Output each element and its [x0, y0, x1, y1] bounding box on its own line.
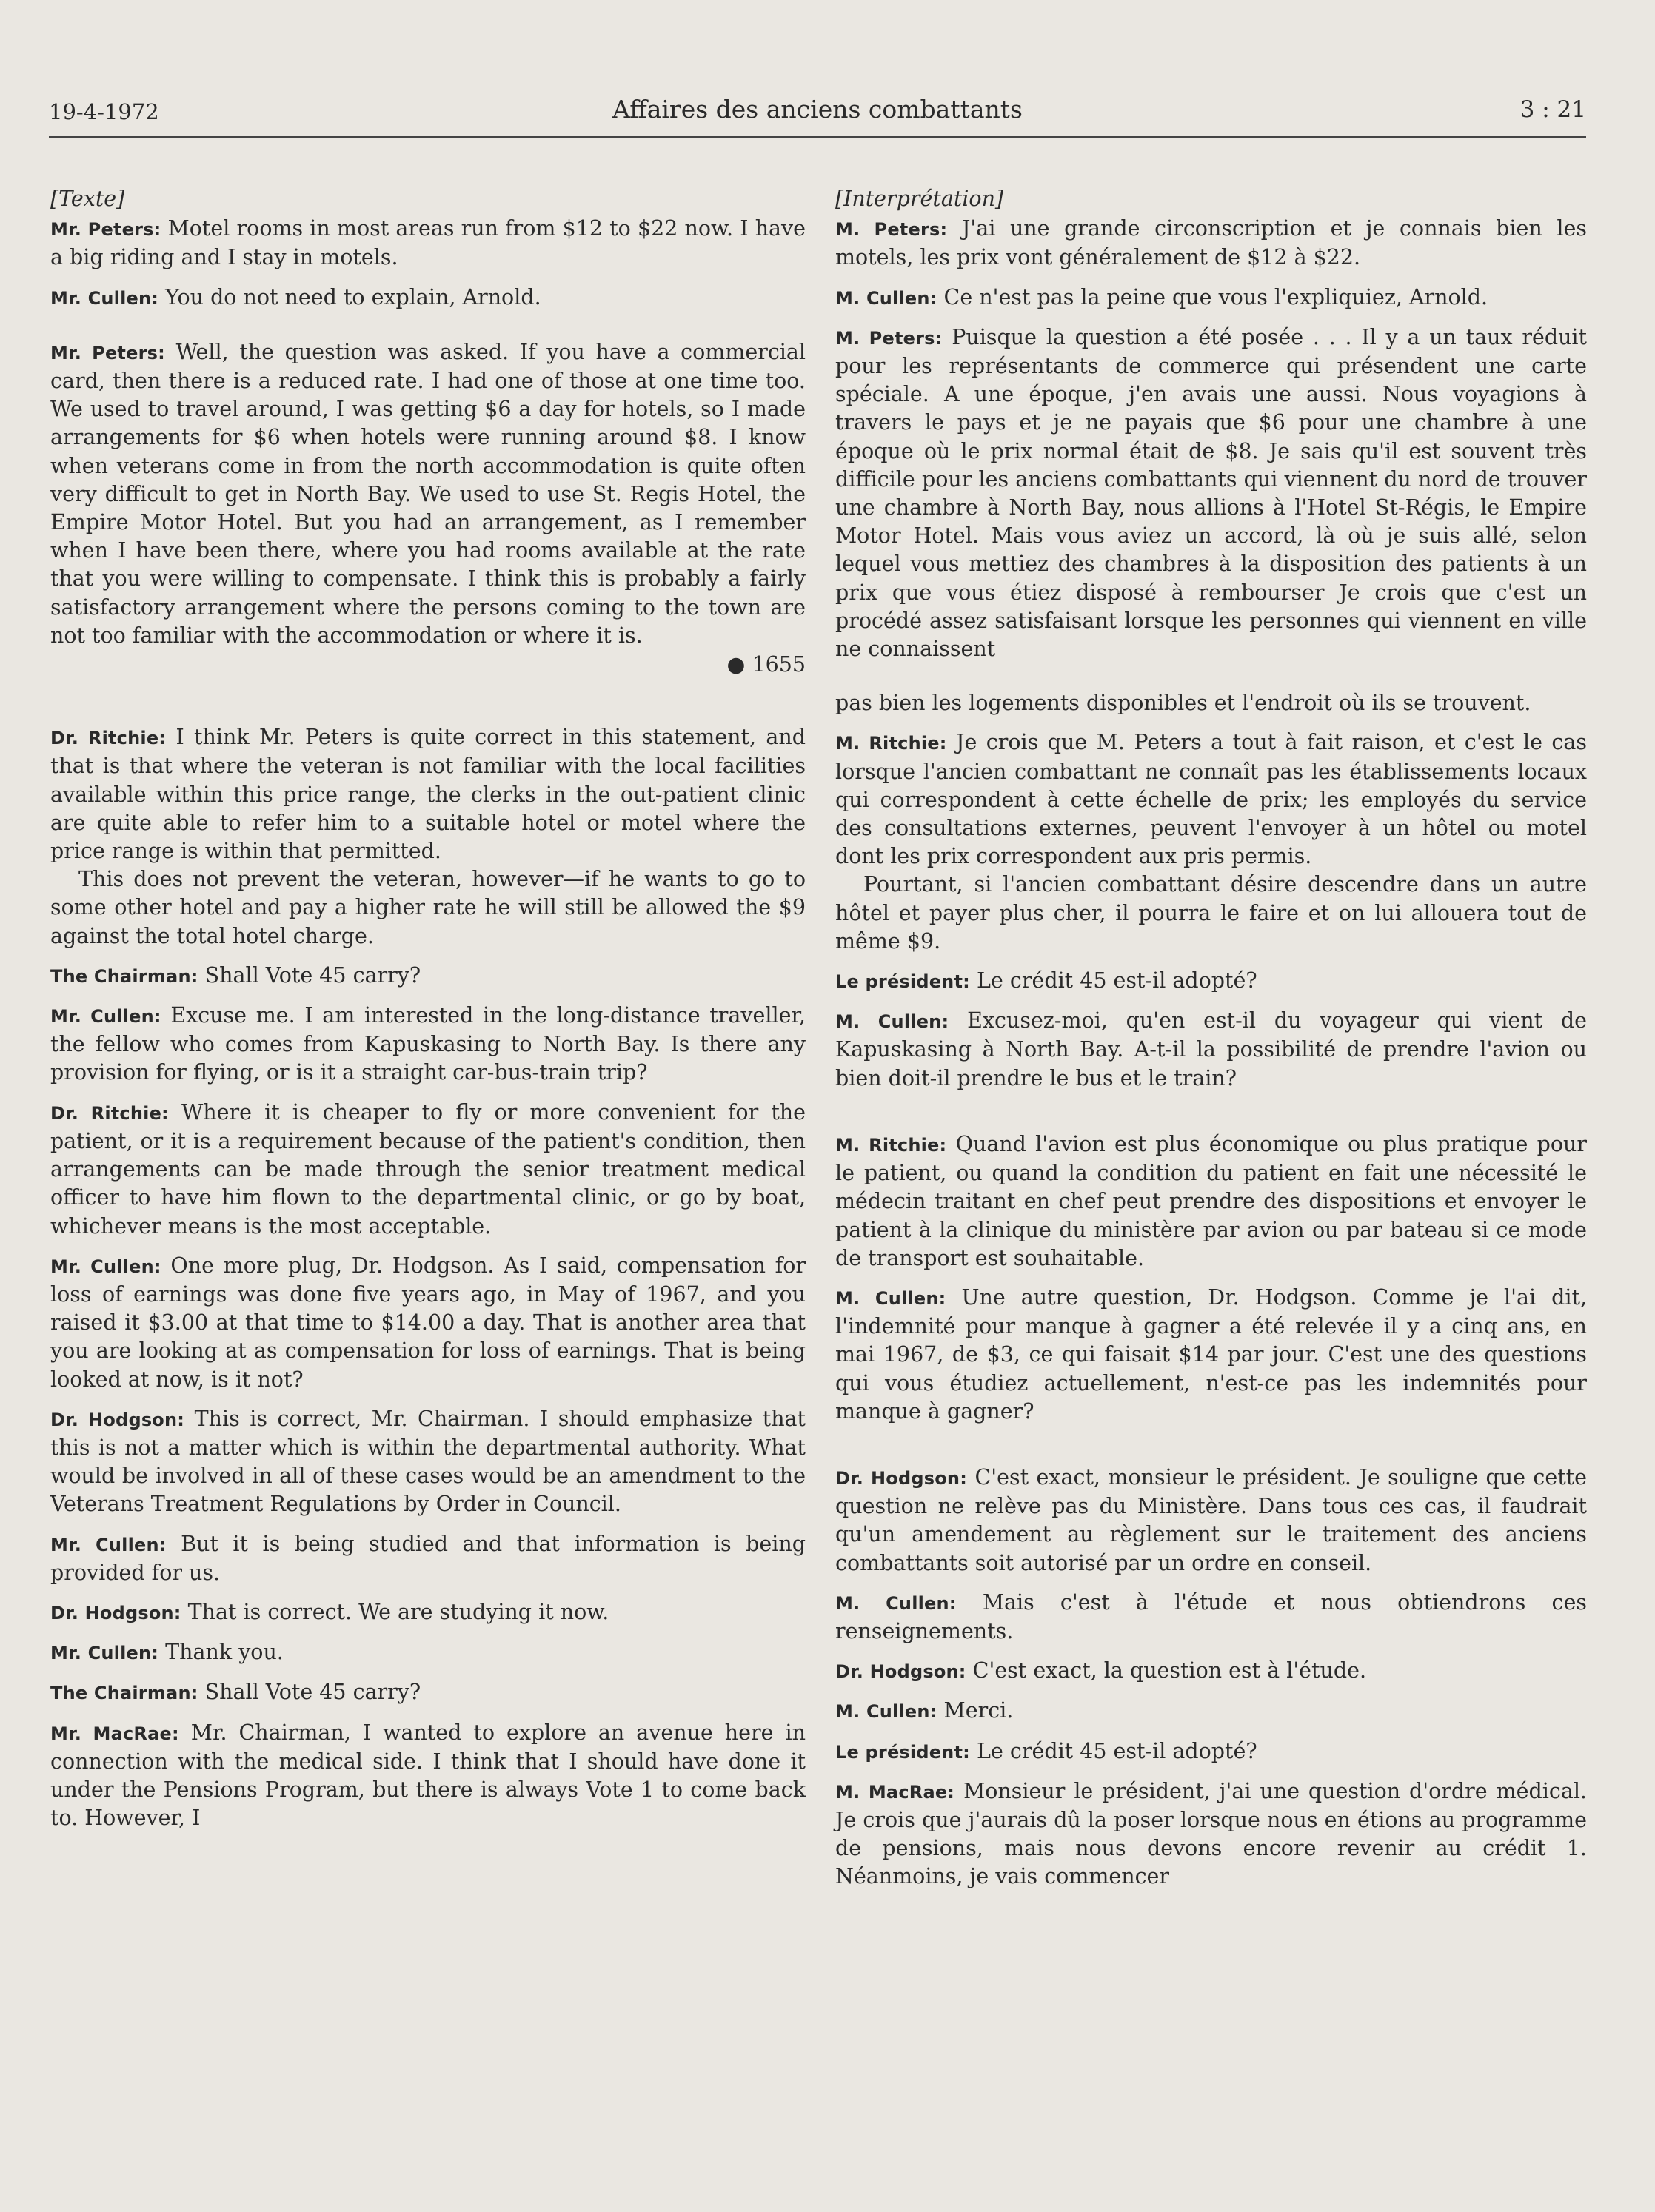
speech-paragraph [50, 1002, 806, 1087]
speaker-name: M. Ritchie: [835, 733, 947, 754]
speech-paragraph [835, 689, 1587, 717]
language-tag: [Interprétation] [835, 187, 1004, 211]
language-tag: [Texte] [50, 187, 125, 211]
speech-paragraph [835, 1697, 1587, 1726]
speech-text: Mr. Chairman, I wanted to explore an avenue here in connection with the medical side. I think that I should have done it under the Pensions Program, but there is always Vote 1 to come back to. However, I [50, 1720, 806, 1831]
speech-text: Une autre question, Dr. Hodgson. Comme je l'ai dit, l'indemnité pour manque à gagner a été relevée il y a cinq ans, en mai 1967, de $3, ce qui faisait $14 par jour. C'est une des questions qui vous étudiez actuellement, n'est-ce pas les indemnités pour manque à gagner? [835, 1284, 1588, 1424]
speech-paragraph [50, 865, 806, 951]
speech-paragraph [50, 1638, 806, 1667]
speech-text: Monsieur le président, j'ai une question d'ordre médical. Je crois que j'aurais dû la poser lorsque nous en étions au programme de pensions, mais nous devons encore revenir au crédit 1. Néanmoins, je vais commencer [835, 1778, 1587, 1889]
speaker-name: Mr. Peters: [50, 219, 161, 241]
speaker-name: M. Cullen: [835, 1011, 949, 1033]
speech-text: I think Mr. Peters is quite correct in this statement, and that is that where the veteran is not familiar with the local facilities available within this price range, the clerks in the out-patient clinic are quite able to refer him to a suitable hotel or motel where the price range is within that permitted. [50, 725, 806, 864]
speech-text: Excuse me. I am interested in the long-distance traveller, the fellow who comes from Kapuskasing to North Bay. Is there any provision for flying, or is it a straight car-bus-train trip? [50, 1003, 806, 1085]
speech-text: One more plug, Dr. Hodgson. As I said, compensation for loss of earnings was done five years ago, in May of 1967, and you raised it $3.00 at that time to $14.00 a day. That is another area that you are looking at as compensation for loss of earnings. That is being looked at now, is it not? [50, 1253, 806, 1392]
speech-text: Le crédit 45 est-il adopté? [977, 1738, 1257, 1763]
speech-paragraph [835, 215, 1587, 272]
speech-paragraph [835, 1589, 1587, 1646]
speech-text: Mais c'est à l'étude et nous obtiendrons ces renseignements. [835, 1589, 1588, 1643]
speech-text: Ce n'est pas la peine que vous l'expliquiez, Arnold. [943, 284, 1488, 309]
speech-text: That is correct. We are studying it now. [187, 1599, 609, 1624]
speech-text: J'ai une grande circonscription et je connais bien les motels, les prix vont généralement de $12 à $22. [835, 216, 1587, 270]
right-column-french [835, 185, 1587, 1903]
speaker-name: The Chairman: [50, 965, 198, 987]
speech-text: Le crédit 45 est-il adopté? [977, 968, 1257, 993]
speech-text: Je crois que M. Peters a tout à fait raison, et c'est le cas lorsque l'ancien combattant ne connaît pas les établissements locaux qui correspondent à cette échelle de prix; les employés du service des consultations externes, peuvent l'envoyer à un hôtel ou motel dont les prix correspondent aux pris permis. [835, 730, 1587, 869]
header-page-number: 3 : 21 [1519, 96, 1586, 123]
speech-paragraph [835, 1284, 1587, 1426]
speech-paragraph [50, 1099, 806, 1241]
speech-text: Thank you. [165, 1640, 284, 1665]
speech-text: Quand l'avion est plus économique ou plus pratique pour le patient, ou quand la condition du patient en fait une nécessité le médecin traitant en chef peut prendre des dispositions et envoyer le patient à la clinique du ministère par avion ou par bateau si ce mode de transport est souhaitable. [835, 1131, 1588, 1270]
speaker-name: M. Peters: [835, 219, 948, 241]
speaker-name: M. Peters: [835, 327, 943, 349]
speech-paragraph [50, 723, 806, 865]
speech-paragraph [835, 871, 1587, 956]
speech-text: Where it is cheaper to fly or more convenient for the patient, or it is a requirement because of the patient's condition, then arrangements can be made through the senior treatment medical officer to have him flown to the departmental clinic, or go by boat, whichever means is the most acceptable. [50, 1099, 806, 1239]
speech-paragraph [835, 1007, 1587, 1093]
speaker-name: Dr. Hodgson: [50, 1409, 185, 1430]
speaker-name: Mr. MacRae: [50, 1723, 179, 1744]
speaker-name: Mr. Cullen: [50, 1643, 159, 1664]
speech-paragraph [50, 1405, 806, 1519]
speech-paragraph [835, 1737, 1587, 1766]
speech-paragraph [50, 1252, 806, 1394]
speech-paragraph [835, 967, 1587, 996]
speech-paragraph [835, 728, 1587, 871]
speech-paragraph [50, 1598, 806, 1627]
speech-text: Puisque la question a été posée . . . Il y a un taux réduit pour les représentants de commerce qui présendent une carte spéciale. A une époque, j'en avais une aussi. Nous voyagions à travers le pays et je ne payais que $6 pour une chambre à une époque où le prix normal était de $8. Je sais qu'il est souvent très difficile pour les anciens combattants qui viennent du nord de trouver une chambre à North Bay, nous allions à l'Hotel St-Régis, le Empire Motor Hotel. Mais vous aviez un accord, là où je suis allé, selon lequel vous mettiez des chambres à la disposition des patients à un prix que vous étiez disposé à rembourser Je crois que c'est un procédé assez satisfaisant lorsque les personnes qui viennent en ville ne connaissent [835, 324, 1588, 662]
speaker-name: Le président: [835, 1741, 970, 1763]
speech-paragraph [50, 1719, 806, 1833]
speech-text: pas bien les logements disponibles et l'endroit où ils se trouvent. [835, 691, 1531, 716]
speech-paragraph [50, 1678, 806, 1707]
speech-text: Motel rooms in most areas run from $12 to $22 now. I have a big riding and I stay in motels. [50, 216, 806, 270]
speech-text: But it is being studied and that information is being provided for us. [50, 1531, 806, 1585]
speaker-name: Le président: [835, 971, 970, 993]
speech-text: This does not prevent the veteran, however—if he wants to go to some other hotel and pay a higher rate he will still be allowed the $9 against the total hotel charge. [50, 867, 806, 948]
speech-paragraph [50, 1530, 806, 1587]
speech-text: Shall Vote 45 carry? [204, 1680, 421, 1705]
page-header [49, 90, 1586, 138]
speaker-name: The Chairman: [50, 1683, 198, 1704]
speaker-name: Mr. Cullen: [50, 287, 159, 309]
speaker-name: M. Cullen: [835, 1701, 937, 1723]
speaker-name: M. Cullen: [835, 1592, 957, 1614]
speaker-name: Dr. Hodgson: [835, 1467, 968, 1489]
speaker-name: M. Cullen: [835, 287, 937, 309]
speech-text: Excusez-moi, qu'en est-il du voyageur qui vient de Kapuskasing à North Bay. A-t-il la possibilité de prendre l'avion ou bien doit-il prendre le bus et le train? [835, 1008, 1587, 1090]
speaker-name: Mr. Cullen: [50, 1006, 161, 1028]
speaker-name: M. Ritchie: [835, 1134, 947, 1156]
speech-text: You do not need to explain, Arnold. [165, 284, 541, 309]
speech-text: C'est exact, la question est à l'étude. [972, 1658, 1367, 1683]
speech-paragraph [835, 1130, 1587, 1273]
speaker-name: Mr. Cullen: [50, 1534, 167, 1555]
speech-text: Merci. [943, 1698, 1014, 1723]
speech-paragraph [835, 284, 1587, 312]
speech-text: Well, the question was asked. If you have a commercial card, then there is a reduced rate. I had one of those at one time too. We used to travel around, I was getting $6 a day for hotels, so I made arrangements for $6 when hotels were running around $8. I know when veterans come in from the north accommodation is quite often very difficult to get in North Bay. We used to use St. Regis Hotel, the Empire Motor Hotel. But you had an arrangement, as I remember when I have been there, where you had rooms available at the rate that you were willing to compensate. I think this is probably a fairly satisfactory arrangement where the persons coming to the town are not too familiar with the accommodation or where it is. [50, 339, 806, 648]
speaker-name: Dr. Hodgson: [50, 1602, 181, 1623]
speech-paragraph [50, 962, 806, 991]
speaker-name: M. MacRae: [835, 1781, 955, 1803]
speech-text: Shall Vote 45 carry? [204, 962, 421, 988]
speech-paragraph [50, 284, 806, 312]
header-date: 19-4-1972 [49, 99, 159, 124]
speech-paragraph [835, 324, 1587, 663]
speaker-name: Mr. Cullen: [50, 1256, 161, 1277]
speech-text: C'est exact, monsieur le président. Je souligne que cette question ne relève pas du Ministère. Dans tous ces cas, il faudrait qu'un amendement au règlement sur le traitement des anciens combattants soit autorisé par un ordre en conseil. [835, 1464, 1588, 1575]
speaker-name: Dr. Hodgson: [835, 1661, 966, 1683]
speech-paragraph [50, 338, 806, 650]
header-title: Affaires des anciens combattants [612, 95, 1023, 124]
speech-text: Pourtant, si l'ancien combattant désire descendre dans un autre hôtel et payer plus cher, il pourra le faire et on lui allouera tout de même $9. [835, 872, 1587, 953]
speech-paragraph [835, 1464, 1587, 1578]
speech-paragraph [50, 215, 806, 272]
speaker-name: Mr. Peters: [50, 342, 165, 363]
time-marker: ● 1655 [726, 652, 806, 677]
speaker-name: M. Cullen: [835, 1287, 946, 1309]
speech-paragraph [835, 1777, 1587, 1891]
speaker-name: Dr. Ritchie: [50, 728, 167, 749]
speech-text: This is correct, Mr. Chairman. I should emphasize that this is not a matter which is within the departmental authority. What would be involved in all of these cases would be an amendment to the Veterans Treatment Regulations by Order in Council. [50, 1406, 806, 1517]
left-column-english [50, 185, 806, 1843]
speaker-name: Dr. Ritchie: [50, 1102, 169, 1124]
speech-paragraph [835, 1657, 1587, 1686]
